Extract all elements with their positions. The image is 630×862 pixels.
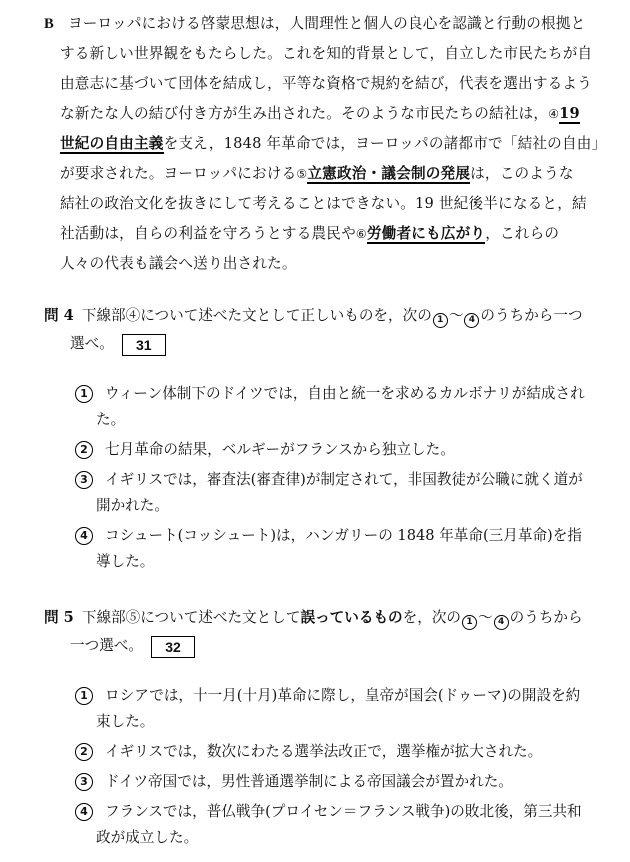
- q5-option-3[interactable]: 3 ドイツ帝国では，男性普通選挙制による帝国議会が置かれた。: [74, 772, 513, 792]
- q4-option-4-cont: 導した。: [96, 553, 155, 570]
- q5-option-4-cont: 政が成立した。: [96, 829, 199, 846]
- passage-line-9: 人々の代表も議会へ送り出された。: [60, 255, 297, 272]
- underline-marker-6: ⑥: [355, 227, 367, 241]
- q5-option-1[interactable]: 1 ロシアでは，十一月(十月)革命に際し，皇帝が国会(ドゥーマ)の開設を約: [74, 686, 580, 706]
- underline-marker-5: ⑤: [296, 167, 308, 181]
- q5-option-2[interactable]: 2 イギリスでは，数次にわたる選挙法改正で，選挙権が拡大された。: [74, 742, 542, 762]
- option-3-icon: 3: [75, 471, 93, 489]
- range-end-icon: 4: [464, 313, 479, 328]
- question-4-label: 問 4: [44, 307, 74, 324]
- option-1-icon: 1: [75, 687, 93, 705]
- question-5-header-cont: 一つ選べ。 32: [70, 636, 195, 658]
- option-1-icon: 1: [75, 385, 93, 403]
- option-3-icon: 3: [75, 773, 93, 791]
- passage-line-6: が要求された。ヨーロッパにおける⑤立憲政治・議会制の発展は，このような: [60, 165, 574, 182]
- underlined-text-4: 世紀の自由主義: [60, 135, 164, 152]
- q5-option-4[interactable]: 4 フランスでは，普仏戦争(プロイセン＝フランス戦争)の敗北後，第三共和: [74, 802, 582, 822]
- option-4-icon: 4: [75, 527, 93, 545]
- underline-marker-4: ④: [548, 107, 560, 121]
- passage-line-3: 由意志に基づいて団体を結成し，平等な資格で規約を結び，代表を選出するよう: [60, 75, 592, 92]
- underlined-text-5: 立憲政治・議会制の発展: [307, 165, 471, 182]
- q4-option-1-cont: た。: [96, 411, 126, 428]
- range-end-icon: 4: [494, 615, 509, 630]
- option-4-icon: 4: [75, 803, 93, 821]
- passage-line-5: 世紀の自由主義を支え，1848 年革命では，ヨーロッパの諸都市で「結社の自由」: [60, 135, 607, 152]
- emphasis-incorrect: 誤っているもの: [300, 609, 403, 626]
- range-start-icon: 1: [462, 615, 477, 630]
- section-label: B: [44, 16, 54, 32]
- passage-line-2: する新しい世界観をもたらした。これを知的背景として，自立した市民たちが自: [60, 45, 593, 62]
- question-4-header: 問 4 下線部④について述べた文として正しいものを，次の 1 ～ 4 のうちから一つ: [44, 306, 584, 328]
- passage-line-8: 社活動は，自らの利益を守ろうとする農民や⑥労働者にも広がり，これらの: [60, 225, 560, 242]
- q4-option-4[interactable]: 4 コシュート(コッシュート)は，ハンガリーの 1848 年革命(三月革命)を指: [74, 526, 582, 546]
- q4-option-3[interactable]: 3 イギリスでは，審査法(審査律)が制定されて，非国教徒が公職に就く道が: [74, 470, 583, 490]
- answer-box-32[interactable]: 32: [151, 636, 195, 658]
- question-4-header-cont: 選べ。 31: [70, 334, 166, 356]
- option-2-icon: 2: [75, 441, 93, 459]
- q5-option-1-cont: 束した。: [96, 713, 155, 730]
- passage-line-7: 結社の政治文化を抜きにして考えることはできない。19 世紀後半になると，結: [60, 195, 587, 212]
- q4-option-3-cont: 開かれた。: [96, 497, 169, 514]
- underlined-text-6: 労働者にも広がり: [366, 225, 486, 242]
- question-5-header: 問 5 下線部⑤について述べた文として誤っているものを，次の 1 ～ 4 のうちから: [44, 608, 584, 630]
- answer-box-31[interactable]: 31: [122, 334, 166, 356]
- range-start-icon: 1: [433, 313, 448, 328]
- question-5-label: 問 5: [44, 609, 74, 626]
- underline-4-number: 19: [559, 105, 580, 122]
- passage-line-1: B ヨーロッパにおける啓蒙思想は，人間理性と個人の良心を認識と行動の根拠と: [44, 15, 586, 32]
- option-2-icon: 2: [75, 743, 93, 761]
- q4-option-2[interactable]: 2 七月革命の結果，ベルギーがフランスから独立した。: [74, 440, 455, 460]
- passage-line-4: な新たな人の結び付き方が生み出された。そのような市民たちの結社は，④19: [60, 105, 580, 122]
- q4-option-1[interactable]: 1 ウィーン体制下のドイツでは，自由と統一を求めるカルボナリが結成され: [74, 384, 585, 404]
